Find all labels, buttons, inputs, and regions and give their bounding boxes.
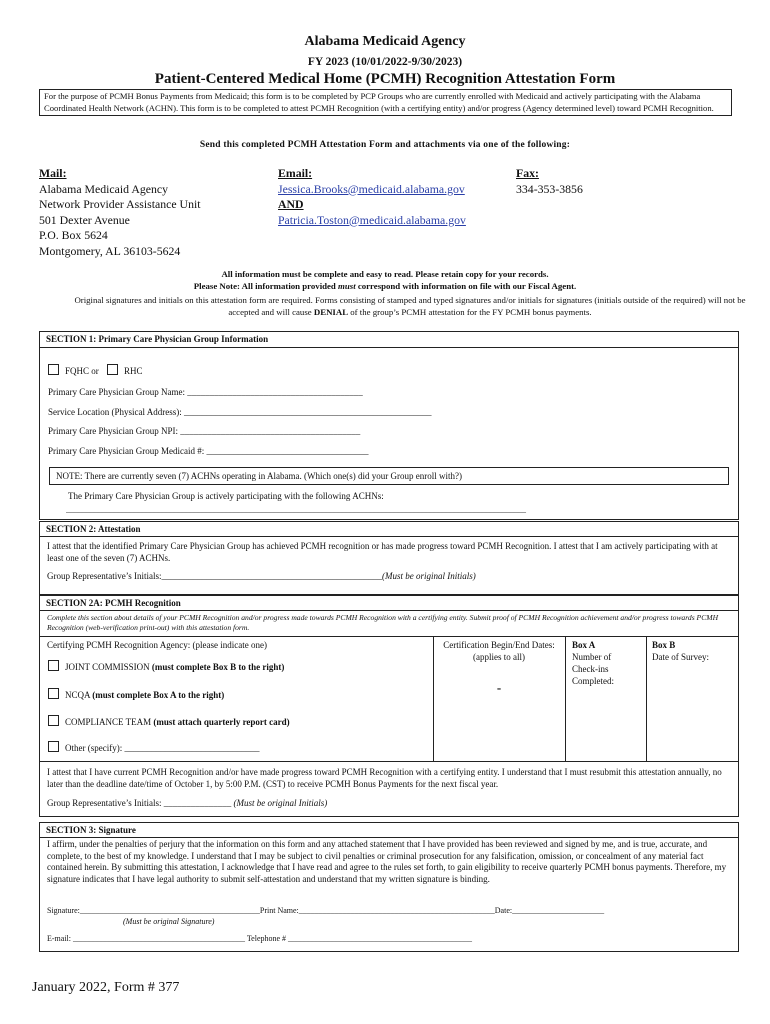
signature-note: (Must be original Signature) (123, 917, 215, 926)
email-link-brooks[interactable]: Jessica.Brooks@medicaid.alabama.gov (278, 181, 465, 196)
box-b (652, 639, 709, 663)
notes-denial: DENIAL (313, 307, 349, 317)
other-option[interactable] (48, 741, 259, 754)
box-a-label: Number of (572, 652, 612, 662)
other-checkbox[interactable] (48, 741, 59, 752)
fiscal-year: FY 2023 (10/01/2022-9/30/2023) (307, 56, 463, 68)
divider (646, 636, 647, 761)
email-and: AND (278, 197, 304, 211)
section2a-initials-row (47, 797, 327, 809)
notes-line (0, 280, 770, 292)
agency-name: Alabama Medicaid Agency (304, 34, 466, 49)
section2a-instructions: Complete this section about details of your PCMH Recognition and/or progress made towards PCMH Recognition with a certifying entity. Submit proof of PCMH Recognition achievement and/or progress towards PCMH Recognition (web-verification print-out) with this attestation form. (47, 613, 719, 632)
email-link-toston[interactable]: Patricia.Toston@medicaid.alabama.gov (278, 212, 466, 227)
achn-field[interactable]: ___________________________________________________________________________________________________________________ (66, 505, 526, 514)
mail-block (39, 166, 201, 259)
footer-form-number: January 2022, Form # 377 (32, 980, 180, 995)
initials-field[interactable]: _________________________________________________ (161, 571, 382, 581)
fax-number: 334-353-3856 (516, 181, 583, 196)
box-a-label: Completed: (572, 676, 614, 686)
notes-must: must (338, 281, 356, 291)
fqhc-label: FQHC or (65, 366, 99, 376)
compliance-team-label: COMPLIANCE TEAM (65, 717, 152, 727)
fax-block (516, 166, 583, 197)
initials-field[interactable]: Group Representative’s Initials: _______________ (47, 798, 232, 808)
achn-note: NOTE: There are currently seven (7) ACHNs operating in Alabama. (Which one(s) did your Group enroll with?) (56, 471, 462, 481)
certifying-agency-label: Certifying PCMH Recognition Agency: (please indicate one) (47, 640, 267, 650)
box-a-title: Box A (572, 640, 596, 650)
box-a-label: Check-ins (572, 664, 609, 674)
box-b-label: Date of Survey: (652, 652, 709, 662)
section2a-heading: SECTION 2A: PCMH Recognition (39, 595, 739, 611)
rhc-label: RHC (124, 366, 143, 376)
mail-line: Montgomery, AL 36103-5624 (39, 243, 181, 258)
rhc-checkbox[interactable] (107, 364, 118, 375)
divider (565, 636, 566, 761)
medicaid-number-field[interactable]: Primary Care Physician Group Medicaid #: ____________________________________ (48, 446, 369, 456)
initials-note: (Must be original Initials) (233, 798, 328, 808)
signature-row[interactable]: Signature:_____________________________________________Print Name:_________________________________________________Date:_______________________ (47, 906, 605, 915)
compliance-team-option[interactable] (48, 715, 290, 728)
facility-type-row (48, 364, 143, 377)
section1-heading: SECTION 1: Primary Care Physician Group Information (39, 331, 739, 348)
email-heading: Email: (278, 166, 313, 180)
email-block (278, 166, 466, 228)
divider (39, 636, 739, 637)
mail-line: Alabama Medicaid Agency (39, 181, 169, 196)
notes-line: All information must be complete and easy to read. Please retain copy for your records. (221, 269, 549, 279)
joint-commission-option[interactable] (48, 660, 284, 673)
group-name-field[interactable]: Primary Care Physician Group Name: _______________________________________ (48, 387, 363, 397)
ncqa-checkbox[interactable] (48, 688, 59, 699)
cert-dates-field[interactable]: - (496, 680, 502, 695)
signature-requirement-note (70, 294, 750, 318)
section3-affirmation-text: I affirm, under the penalties of perjury that the information on this form and any attached statement that I have provided has been reviewed and signed by me, and is true, accurate, and complete, to the best of my knowledge. I understand that I may be subject to civil penalties or criminal prosecution for any falsification, omission, or concealment of any material fact contained herein. By submitting this attestation, I acknowledge that I have read and agree to the rules set forth, to gain eligibility to receive quarterly PCMH bonus payments. Therefore, my signature indicates that I have legal authority to submit self-attestation and understand that my written signature is binding. (47, 839, 727, 884)
fqhc-checkbox[interactable] (48, 364, 59, 375)
mail-line: 501 Dexter Avenue (39, 212, 130, 227)
mail-line: P.O. Box 5624 (39, 228, 108, 242)
mail-heading: Mail: (39, 166, 67, 180)
other-specify-field[interactable]: Other (specify): ______________________________ (65, 743, 260, 753)
service-location-field[interactable]: Service Location (Physical Address): _______________________________________________________ (48, 407, 432, 417)
divider (39, 761, 739, 762)
achn-participation-label: The Primary Care Physician Group is actively participating with the following ACHNs: (68, 491, 384, 501)
notes-text: Original signatures and initials on this attestation form are required. Forms consisting of stamped and typed signatures and/or initials for signatures (initials outside of the required) will not be accepted and will cause (74, 295, 746, 317)
section2a-attest-text: I attest that I have current PCMH Recognition and/or have made progress toward PCMH Recognition with a certifying entity. I understand that I must resubmit this attestation annually, no later than the deadline date/time of October 1, by 5:00 P.M. (CST) to receive PCMH Bonus Payments for the next fiscal year. (47, 767, 722, 789)
joint-commission-note: (must complete Box B to the right) (151, 662, 285, 672)
email-phone-row[interactable]: E-mail: ___________________________________________ Telephone # ______________________________________________ (47, 934, 473, 943)
section2-initials-row (47, 570, 476, 582)
cert-dates-heading (433, 639, 565, 663)
ncqa-label: NCQA (65, 690, 91, 700)
compliance-team-note: (must attach quarterly report card) (153, 717, 290, 727)
section2-heading: SECTION 2: Attestation (39, 521, 739, 537)
box-b-title: Box B (652, 640, 676, 650)
form-title: Patient-Centered Medical Home (PCMH) Recognition Attestation Form (154, 71, 616, 87)
initials-note: (Must be original Initials) (381, 571, 476, 581)
notes-text: correspond with information on file with our Fiscal Agent. (355, 281, 577, 291)
cert-dates-sublabel: (applies to all) (473, 652, 525, 662)
initials-label: Group Representative’s Initials: (47, 571, 162, 581)
notes-block (0, 268, 770, 292)
ncqa-note: (must complete Box A to the right) (92, 690, 225, 700)
section3-heading: SECTION 3: Signature (39, 822, 739, 838)
npi-field[interactable]: Primary Care Physician Group NPI: ________________________________________ (48, 426, 361, 436)
purpose-box: For the purpose of PCMH Bonus Payments from Medicaid; this form is to be completed by PCP Groups who are currently enrolled with Medicaid and actively participating with the Alabama Coordinated Health Network (ACHN). This form is to be completed to attest PCMH Recognition (with a certifying entity) and/or progress (Agency determined level) toward PCMH Recognition. (39, 89, 732, 116)
notes-text: of the group’s PCMH attestation for the FY PCMH bonus payments. (348, 307, 592, 317)
send-instructions: Send this completed PCMH Attestation Form and attachments via one of the following: (199, 140, 571, 150)
ncqa-option[interactable] (48, 688, 224, 701)
notes-text: Please Note: All information provided (193, 281, 339, 291)
cert-dates-label: Certification Begin/End Dates: (443, 640, 555, 650)
mail-line: Network Provider Assistance Unit (39, 197, 201, 211)
joint-commission-label: JOINT COMMISSION (65, 662, 150, 672)
section2-attestation-text: I attest that the identified Primary Care Physician Group has achieved PCMH recognition or has made progress toward PCMH Recognition. I attest that I am actively participating with at least one of the seven (7) ACHNs. (47, 541, 718, 563)
fax-heading: Fax: (516, 166, 539, 180)
joint-commission-checkbox[interactable] (48, 660, 59, 671)
compliance-team-checkbox[interactable] (48, 715, 59, 726)
box-a (572, 639, 614, 687)
